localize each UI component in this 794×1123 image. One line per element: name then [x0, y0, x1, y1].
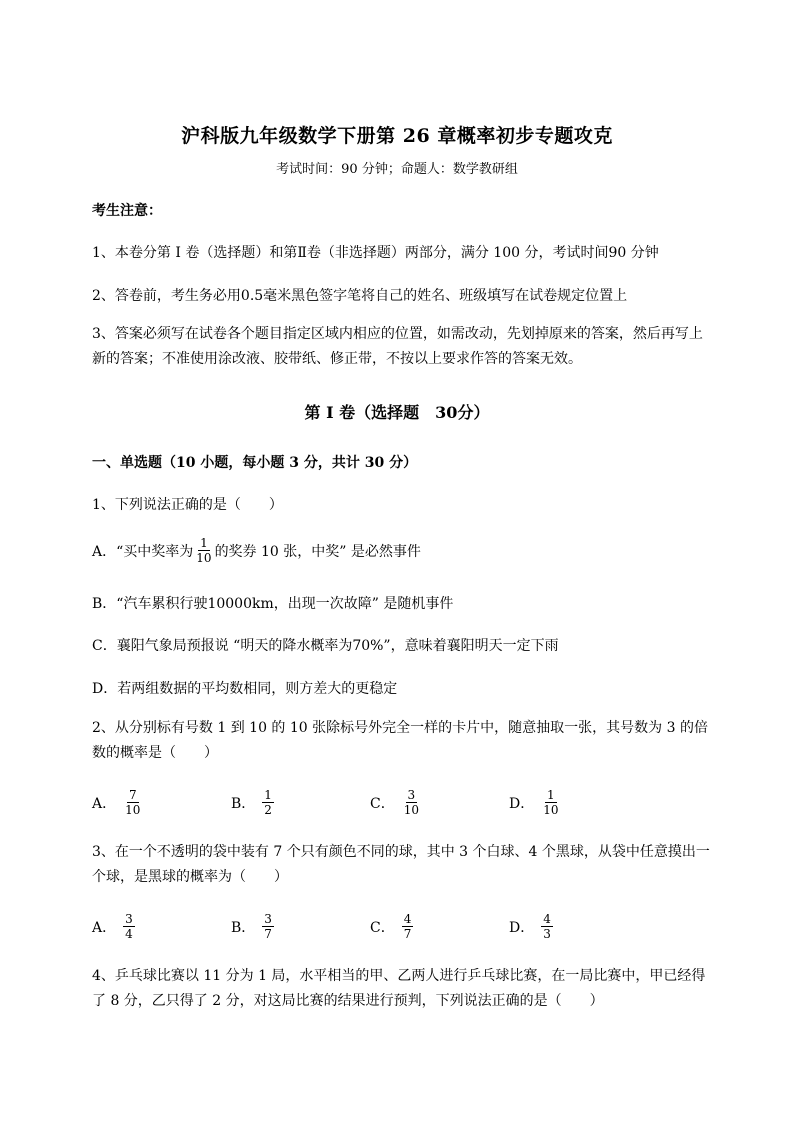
q2-option-a	[92, 788, 143, 817]
fraction-denominator: 4	[125, 927, 133, 941]
option-letter: D．	[509, 919, 535, 936]
fraction-numerator: 1	[264, 788, 272, 802]
fraction-denominator: 7	[264, 927, 272, 941]
q1-option-a-prefix: A．“买中奖率为	[92, 543, 194, 560]
exam-info: 考试时间：90 分钟；命题人：数学教研组	[276, 162, 518, 177]
option-fraction	[541, 788, 560, 817]
fraction-numerator: 7	[128, 788, 137, 802]
option-fraction	[123, 912, 135, 941]
option-letter: A．	[92, 795, 117, 812]
q2-option-c	[370, 788, 422, 817]
q3-option-a	[92, 912, 136, 941]
option-fraction	[262, 788, 274, 817]
q3-option-c	[370, 912, 414, 941]
part-heading: 一、单选题（10 小题，每小题 3 分，共计 30 分）	[92, 455, 418, 471]
option-letter: D．	[509, 795, 535, 812]
q1-option-a	[92, 536, 421, 565]
q1-option-a-suffix: 的奖券 10 张，中奖” 是必然事件	[214, 543, 421, 560]
option-fraction	[262, 912, 274, 941]
fraction-denominator: 3	[543, 927, 551, 941]
option-letter: C．	[370, 919, 395, 936]
fraction-denominator: 7	[403, 927, 412, 941]
fraction-numerator: 4	[543, 912, 551, 926]
fraction-denominator: 10	[196, 551, 212, 565]
fraction-numerator: 1	[547, 788, 555, 802]
option-fraction	[541, 912, 553, 941]
option-letter: C．	[370, 795, 395, 812]
fraction-numerator: 3	[125, 912, 133, 926]
q1-option-c: C．襄阳气象局预报说 “明天的降水概率为70%”，意味着襄阳明天一定下雨	[92, 638, 559, 654]
q1-option-b: B．“汽车累积行驶10000km，出现一次故障” 是随机事件	[92, 596, 454, 612]
fraction-numerator: 4	[403, 912, 412, 926]
option-letter: B．	[231, 919, 256, 936]
q4-stem: 4、乒乓球比赛以 11 分为 1 局，水平相当的甲、乙两人进行乒乓球比赛，在一局比赛中，甲已经得了 8 分，乙只得了 2 分，对这局比赛的结果进行预判，下列说法正确的是（ ）	[92, 968, 706, 1009]
notice-item-2: 2、答卷前，考生务必用0.5毫米黑色签字笔将自己的姓名、班级填写在试卷规定位置上	[92, 288, 628, 304]
q1-fraction	[194, 536, 213, 565]
option-fraction	[402, 912, 414, 941]
page-title: 沪科版九年级数学下册第 26 章概率初步专题攻克	[181, 125, 613, 147]
notice-heading: 考生注意：	[92, 203, 162, 219]
q3-stem: 3、在一个不透明的袋中装有 7 个只有颜色不同的球，其中 3 个白球、4 个黑球，从袋中任意摸出一个球，是黑球的概率为（ ）	[92, 844, 710, 885]
notice-item-3: 3、答案必须写在试卷各个题目指定区域内相应的位置，如需改动，先划掉原来的答案，然后再写上新的答案；不准使用涂改液、胶带纸、修正带，不按以上要求作答的答案无效。	[92, 326, 703, 367]
fraction-numerator: 3	[407, 788, 416, 802]
q2-option-d	[509, 788, 562, 817]
fraction-denominator: 10	[403, 803, 419, 817]
q2-option-b	[231, 788, 275, 817]
notice-item-1: 1、本卷分第 I 卷（选择题）和第Ⅱ卷（非选择题）两部分，满分 100 分，考试时间90 分钟	[92, 245, 659, 261]
option-letter: B．	[231, 795, 256, 812]
q3-option-d	[509, 912, 554, 941]
option-letter: A．	[92, 919, 117, 936]
fraction-numerator: 1	[200, 536, 208, 550]
fraction-denominator: 2	[264, 803, 272, 817]
option-fraction	[123, 788, 142, 817]
section-title: 第 I 卷（选择题 30分）	[304, 403, 490, 422]
q2-stem: 2、从分别标有号数 1 到 10 的 10 张除标号外完全一样的卡片中，随意抽取一张，其号数为 3 的倍数的概率是（ ）	[92, 720, 708, 761]
fraction-numerator: 3	[264, 912, 272, 926]
q1-stem: 1、下列说法正确的是（ ）	[92, 497, 283, 513]
fraction-denominator: 10	[543, 803, 559, 817]
fraction-denominator: 10	[125, 803, 141, 817]
q3-option-b	[231, 912, 275, 941]
q1-option-d: D．若两组数据的平均数相同，则方差大的更稳定	[92, 681, 398, 697]
option-fraction	[402, 788, 421, 817]
